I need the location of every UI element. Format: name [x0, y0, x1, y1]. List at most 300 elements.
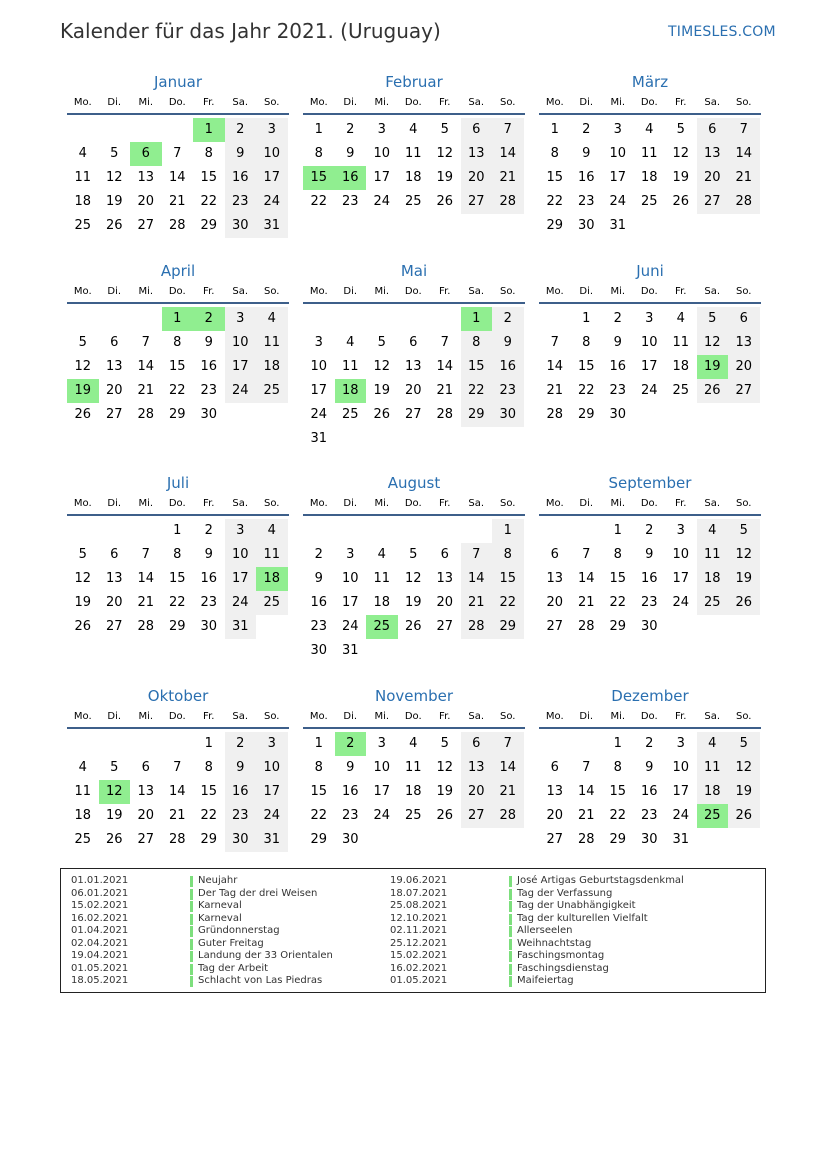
day-cell: 15	[461, 355, 493, 379]
legend-name: Guter Freitag	[198, 937, 264, 949]
day-cell: 26	[436, 808, 454, 823]
day-cell: 31	[225, 615, 257, 639]
day-cell: 27	[105, 619, 123, 634]
day-cell: 24	[256, 190, 288, 214]
day-cell: 3	[676, 523, 685, 538]
site-link[interactable]: TIMESLES.COM	[668, 24, 776, 40]
day-cell: 12	[436, 760, 454, 775]
day-cell: 25	[697, 591, 729, 615]
legend-marker	[190, 876, 193, 887]
day-cell: 9	[225, 756, 257, 780]
day-cell: 12	[373, 359, 391, 374]
weekday-label: Mi.	[374, 498, 390, 509]
weekday-label: Do.	[168, 97, 186, 108]
day-cell: 25	[256, 591, 288, 615]
day-cell: 27	[461, 804, 493, 828]
day-cell: 10	[256, 756, 288, 780]
legend-name: Schlacht von Las Piedras	[198, 975, 323, 986]
day-cell: 3	[314, 335, 323, 350]
day-cell: 16	[609, 359, 627, 374]
day-cell: 28	[461, 615, 493, 639]
legend-name: Faschingsdienstag	[517, 962, 609, 974]
weekday-label: Mi.	[374, 286, 390, 297]
weekday-label: So.	[500, 97, 516, 108]
day-cell: 5	[440, 122, 449, 137]
day-cell: 23	[577, 194, 595, 209]
day-cell: 20	[137, 194, 155, 209]
day-cell: 18	[404, 784, 422, 799]
day-cell: 13	[546, 784, 564, 799]
weekday-label: Di.	[107, 711, 122, 722]
day-cell: 12	[728, 756, 760, 780]
legend-date: 12.10.2021	[390, 912, 448, 924]
legend-marker	[509, 876, 512, 887]
day-cell: 21	[168, 808, 186, 823]
day-cell: 25	[74, 832, 92, 847]
day-cell: 17	[609, 170, 627, 185]
day-cell: 24	[310, 407, 328, 422]
day-cell: 26	[672, 194, 690, 209]
day-cell: 7	[440, 335, 449, 350]
legend-marker	[190, 951, 193, 962]
legend-date: 01.05.2021	[390, 975, 448, 986]
day-cell: 26	[728, 591, 760, 615]
day-cell: 11	[697, 543, 729, 567]
month-10	[67, 687, 289, 887]
day-cell: 24	[672, 808, 690, 823]
day-cell: 2	[204, 523, 213, 538]
month-1	[67, 73, 289, 273]
day-cell: 19	[105, 808, 123, 823]
day-cell: 14	[728, 142, 760, 166]
legend-date: 01.04.2021	[71, 925, 129, 936]
day-cell: 25	[404, 194, 422, 209]
day-cell: 3	[645, 311, 654, 326]
weekday-label: Sa.	[704, 286, 721, 297]
day-cell: 14	[461, 567, 493, 591]
day-cell: 2	[492, 307, 524, 331]
day-cell: 21	[577, 808, 595, 823]
day-cell: 17	[225, 355, 257, 379]
day-cell: 21	[577, 595, 595, 610]
weekday-label: So.	[736, 97, 752, 108]
day-cell: 14	[577, 571, 595, 586]
day-cell: 18	[74, 194, 92, 209]
day-cell: 11	[256, 543, 288, 567]
day-cell: 19	[728, 780, 760, 804]
day-cell: 27	[436, 619, 454, 634]
day-cell: 7	[173, 146, 182, 161]
day-cell: 12	[697, 331, 729, 355]
month-name: Oktober	[147, 687, 209, 705]
day-cell: 3	[377, 736, 386, 751]
day-cell: 27	[105, 407, 123, 422]
day-cell: 8	[314, 146, 323, 161]
legend-date: 01.05.2021	[71, 962, 129, 974]
day-cell: 26	[373, 407, 391, 422]
day-cell: 12	[404, 571, 422, 586]
day-cell: 31	[341, 643, 359, 658]
day-cell: 11	[341, 359, 359, 374]
day-cell: 10	[672, 547, 690, 562]
day-cell: 30	[492, 403, 524, 427]
month-name: November	[374, 687, 454, 705]
day-cell: 11	[697, 756, 729, 780]
day-cell: 15	[168, 571, 186, 586]
day-cell: 14	[577, 784, 595, 799]
day-cell: 28	[137, 407, 155, 422]
day-cell: 4	[256, 519, 288, 543]
legend-name: Neujahr	[198, 875, 238, 886]
legend-marker	[509, 889, 512, 900]
day-cell: 9	[645, 547, 654, 562]
day-cell: 19	[436, 784, 454, 799]
day-cell: 18	[697, 567, 729, 591]
day-cell: 13	[105, 359, 123, 374]
weekday-label: Sa.	[704, 97, 721, 108]
month-header-divider	[67, 514, 289, 516]
day-cell: 2	[314, 547, 323, 562]
month-header-divider	[539, 302, 761, 304]
day-cell: 5	[409, 547, 418, 562]
month-12	[539, 687, 761, 887]
day-cell: 29	[168, 407, 186, 422]
legend-name: Karneval	[198, 900, 242, 911]
month-name: April	[160, 262, 196, 280]
day-cell: 8	[204, 760, 213, 775]
legend-name: Faschingsmontag	[517, 950, 605, 961]
month-header-divider	[539, 727, 761, 729]
day-cell: 14	[168, 784, 186, 799]
weekday-label: Mi.	[610, 498, 626, 509]
day-cell: 28	[546, 407, 564, 422]
day-cell: 12	[74, 571, 92, 586]
weekday-label: Sa.	[232, 286, 249, 297]
day-cell: 16	[225, 780, 257, 804]
day-cell: 1	[173, 523, 182, 538]
day-cell: 29	[609, 619, 627, 634]
month-name: März	[631, 73, 669, 91]
day-cell: 8	[582, 335, 591, 350]
day-cell: 17	[225, 567, 257, 591]
month-header-divider	[303, 727, 525, 729]
legend-marker	[509, 976, 512, 987]
weekday-label: Fr.	[675, 286, 687, 297]
month-header-divider	[303, 113, 525, 115]
legend-name: Tag der Unabhängigkeit	[517, 900, 636, 911]
day-cell: 5	[440, 736, 449, 751]
legend-name: Der Tag der drei Weisen	[198, 887, 318, 899]
day-cell: 30	[200, 407, 218, 422]
weekday-label: Mo.	[309, 286, 328, 297]
legend-marker	[509, 964, 512, 975]
day-cell: 18	[640, 170, 658, 185]
weekday-label: Di.	[343, 498, 358, 509]
day-cell: 15	[577, 359, 595, 374]
day-cell: 11	[672, 335, 690, 350]
weekday-label: Sa.	[232, 498, 249, 509]
day-cell: 18	[404, 170, 422, 185]
day-cell: 3	[225, 307, 257, 331]
day-cell: 20	[404, 383, 422, 398]
weekday-label: Do.	[168, 498, 186, 509]
day-cell: 1	[613, 523, 622, 538]
day-cell: 11	[74, 784, 92, 799]
weekday-label: Fr.	[675, 711, 687, 722]
day-cell: 26	[74, 619, 92, 634]
weekday-label: Fr.	[203, 711, 215, 722]
day-cell: 13	[697, 142, 729, 166]
weekday-label: Mo.	[545, 498, 564, 509]
day-cell: 18	[697, 780, 729, 804]
day-cell: 13	[404, 359, 422, 374]
day-cell: 30	[225, 828, 257, 852]
day-cell: 28	[577, 832, 595, 847]
weekday-label: Do.	[168, 286, 186, 297]
day-cell: 6	[550, 547, 559, 562]
day-cell: 14	[137, 359, 155, 374]
day-cell: 6	[440, 547, 449, 562]
weekday-label: So.	[736, 286, 752, 297]
day-cell: 16	[577, 170, 595, 185]
day-cell: 27	[461, 190, 493, 214]
weekday-label: So.	[500, 498, 516, 509]
day-cell: 26	[105, 218, 123, 233]
day-cell: 16	[200, 359, 218, 374]
day-cell: 1	[314, 122, 323, 137]
day-cell: 9	[314, 571, 323, 586]
day-cell: 7	[550, 335, 559, 350]
weekday-label: Di.	[343, 711, 358, 722]
weekday-label: Mo.	[309, 97, 328, 108]
legend-date: 18.05.2021	[71, 975, 129, 986]
weekday-label: Sa.	[468, 498, 485, 509]
day-cell: 12	[74, 359, 92, 374]
day-cell: 11	[256, 331, 288, 355]
day-cell: 17	[373, 170, 391, 185]
day-cell: 16	[640, 571, 658, 586]
day-cell: 25	[256, 379, 288, 403]
weekday-label: Sa.	[232, 97, 249, 108]
day-cell: 3	[225, 519, 257, 543]
day-cell: 1	[193, 118, 225, 142]
month-7	[67, 474, 289, 674]
weekday-label: Mi.	[374, 97, 390, 108]
day-cell: 21	[492, 166, 524, 190]
legend-marker	[190, 964, 193, 975]
day-cell: 13	[461, 142, 493, 166]
day-cell: 13	[137, 170, 155, 185]
month-2	[303, 73, 525, 273]
day-cell: 5	[377, 335, 386, 350]
legend-marker	[190, 914, 193, 925]
day-cell: 26	[697, 379, 729, 403]
day-cell: 30	[341, 832, 359, 847]
legend-name: Karneval	[198, 912, 242, 924]
weekday-label: So.	[736, 711, 752, 722]
weekday-label: Do.	[404, 498, 422, 509]
day-cell: 22	[492, 591, 524, 615]
day-cell: 29	[546, 218, 564, 233]
month-header-divider	[303, 514, 525, 516]
day-cell: 23	[640, 808, 658, 823]
weekday-label: So.	[500, 286, 516, 297]
day-cell: 3	[256, 118, 288, 142]
day-cell: 18	[335, 379, 367, 403]
day-cell: 11	[74, 170, 92, 185]
day-cell: 8	[173, 547, 182, 562]
day-cell: 30	[200, 619, 218, 634]
day-cell: 22	[168, 383, 186, 398]
legend-date: 15.02.2021	[71, 900, 129, 911]
day-cell: 9	[645, 760, 654, 775]
day-cell: 25	[366, 615, 398, 639]
day-cell: 19	[74, 595, 92, 610]
day-cell: 22	[577, 383, 595, 398]
day-cell: 2	[346, 122, 355, 137]
day-cell: 10	[225, 543, 257, 567]
day-cell: 12	[436, 146, 454, 161]
weekday-label: Mo.	[73, 97, 92, 108]
day-cell: 30	[609, 407, 627, 422]
day-cell: 27	[137, 218, 155, 233]
day-cell: 7	[173, 760, 182, 775]
day-cell: 18	[672, 359, 690, 374]
day-cell: 15	[200, 784, 218, 799]
weekday-label: Sa.	[704, 711, 721, 722]
weekday-label: Sa.	[468, 286, 485, 297]
day-cell: 20	[697, 166, 729, 190]
weekday-label: So.	[264, 97, 280, 108]
day-cell: 27	[728, 379, 760, 403]
day-cell: 27	[137, 832, 155, 847]
weekday-label: Di.	[343, 286, 358, 297]
weekday-label: Do.	[640, 711, 658, 722]
weekday-label: Di.	[107, 286, 122, 297]
day-cell: 19	[105, 194, 123, 209]
day-cell: 22	[310, 194, 328, 209]
day-cell: 17	[640, 359, 658, 374]
legend-date: 01.01.2021	[71, 875, 129, 886]
weekday-label: Mo.	[545, 286, 564, 297]
day-cell: 8	[613, 760, 622, 775]
day-cell: 5	[676, 122, 685, 137]
day-cell: 18	[256, 355, 288, 379]
day-cell: 6	[461, 732, 493, 756]
day-cell: 2	[582, 122, 591, 137]
day-cell: 16	[310, 595, 328, 610]
day-cell: 23	[341, 808, 359, 823]
day-cell: 24	[640, 383, 658, 398]
day-cell: 2	[645, 736, 654, 751]
weekday-label: Do.	[404, 286, 422, 297]
day-cell: 19	[672, 170, 690, 185]
weekday-label: Di.	[343, 97, 358, 108]
day-cell: 29	[461, 403, 493, 427]
day-cell: 2	[335, 732, 367, 756]
month-4	[67, 262, 289, 462]
day-cell: 31	[310, 431, 328, 446]
day-cell: 26	[404, 619, 422, 634]
day-cell: 14	[546, 359, 564, 374]
day-cell: 30	[225, 214, 257, 238]
day-cell: 7	[141, 335, 150, 350]
day-cell: 23	[225, 804, 257, 828]
legend-name: José Artigas Geburtstagsdenkmal	[517, 875, 684, 886]
day-cell: 31	[256, 828, 288, 852]
month-9	[539, 474, 761, 674]
day-cell: 20	[546, 595, 564, 610]
day-cell: 16	[492, 355, 524, 379]
day-cell: 2	[225, 732, 257, 756]
day-cell: 12	[99, 780, 131, 804]
day-cell: 8	[314, 760, 323, 775]
day-cell: 3	[346, 547, 355, 562]
day-cell: 15	[310, 784, 328, 799]
day-cell: 14	[137, 571, 155, 586]
day-cell: 27	[404, 407, 422, 422]
day-cell: 7	[492, 732, 524, 756]
legend-name: Maifeiertag	[517, 975, 574, 986]
day-cell: 4	[409, 122, 418, 137]
day-cell: 19	[697, 355, 729, 379]
day-cell: 9	[613, 335, 622, 350]
day-cell: 23	[492, 379, 524, 403]
day-cell: 16	[200, 571, 218, 586]
day-cell: 23	[225, 190, 257, 214]
day-cell: 17	[341, 595, 359, 610]
day-cell: 13	[546, 571, 564, 586]
day-cell: 11	[373, 571, 391, 586]
day-cell: 19	[404, 595, 422, 610]
weekday-label: Mo.	[73, 498, 92, 509]
day-cell: 20	[728, 355, 760, 379]
weekday-label: So.	[264, 711, 280, 722]
month-name: Februar	[385, 73, 443, 91]
day-cell: 21	[137, 595, 155, 610]
legend-marker	[509, 951, 512, 962]
day-cell: 8	[550, 146, 559, 161]
day-cell: 10	[672, 760, 690, 775]
weekday-label: Do.	[640, 97, 658, 108]
day-cell: 21	[436, 383, 454, 398]
legend-date: 16.02.2021	[71, 912, 129, 924]
weekday-label: Fr.	[675, 97, 687, 108]
day-cell: 17	[256, 780, 288, 804]
weekday-label: Di.	[107, 498, 122, 509]
legend-name: Tag der Verfassung	[517, 887, 613, 899]
legend-date: 25.12.2021	[390, 937, 448, 949]
day-cell: 29	[168, 619, 186, 634]
legend-marker	[509, 926, 512, 937]
day-cell: 1	[162, 307, 194, 331]
day-cell: 1	[492, 519, 524, 543]
day-cell: 15	[609, 571, 627, 586]
day-cell: 21	[546, 383, 564, 398]
day-cell: 8	[173, 335, 182, 350]
day-cell: 12	[672, 146, 690, 161]
day-cell: 23	[640, 595, 658, 610]
day-cell: 30	[310, 643, 328, 658]
day-cell: 18	[256, 567, 288, 591]
weekday-label: So.	[736, 498, 752, 509]
legend-name: Gründonnerstag	[198, 925, 280, 936]
day-cell: 4	[697, 732, 729, 756]
day-cell: 1	[613, 736, 622, 751]
legend-name: Landung der 33 Orientalen	[198, 950, 333, 961]
day-cell: 26	[105, 832, 123, 847]
day-cell: 1	[582, 311, 591, 326]
